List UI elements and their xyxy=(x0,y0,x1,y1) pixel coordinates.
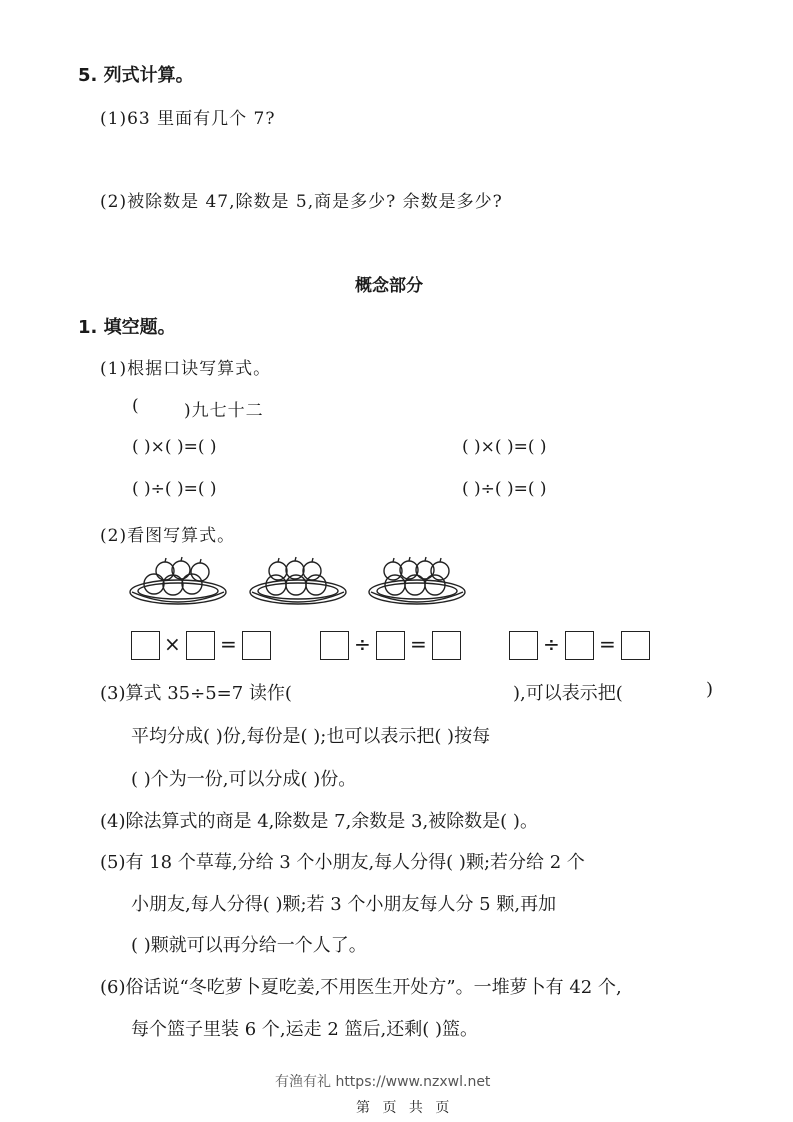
answer-box[interactable] xyxy=(186,631,215,660)
divide-sign: ÷ xyxy=(354,632,371,656)
answer-box[interactable] xyxy=(621,631,650,660)
question-1-1-label: (1)根据口诀写算式。 xyxy=(100,359,272,379)
question-1-3-line3: ( )个为一份,可以分成( )份。 xyxy=(131,769,357,790)
apple-plate-icon xyxy=(128,556,238,608)
rhyme-open-paren: ( xyxy=(132,396,140,416)
div-equation-left: ( )÷( )=( ) xyxy=(132,479,217,499)
answer-box[interactable] xyxy=(131,631,160,660)
section-5-title: 5. 列式计算。 xyxy=(78,65,194,86)
question-1-4: (4)除法算式的商是 4,除数是 7,余数是 3,被除数是( )。 xyxy=(100,811,538,832)
question-1-6-line2: 每个篮子里装 6 个,运走 2 篮后,还剩( )篮。 xyxy=(131,1019,478,1040)
divide-sign: ÷ xyxy=(543,632,560,656)
apple-plate-icon xyxy=(367,556,477,608)
div-equation-right: ( )÷( )=( ) xyxy=(462,479,547,499)
answer-box[interactable] xyxy=(376,631,405,660)
question-5-2: (2)被除数是 47,除数是 5,商是多少? 余数是多少? xyxy=(100,192,503,212)
apple-plate-icon xyxy=(248,556,358,608)
answer-box[interactable] xyxy=(509,631,538,660)
question-1-3-line1c: ) xyxy=(706,679,714,700)
equals-sign: = xyxy=(599,632,616,656)
question-1-3-line1b: ),可以表示把( xyxy=(513,683,623,704)
question-1-5-line1: (5)有 18 个草莓,分给 3 个小朋友,每人分得( )颗;若分给 2 个 xyxy=(100,852,585,873)
watermark-text: 有渔有礼 https://www.nzxwl.net xyxy=(275,1074,491,1090)
answer-box[interactable] xyxy=(565,631,594,660)
question-1-3-line2: 平均分成( )份,每份是( );也可以表示把( )按每 xyxy=(131,726,491,747)
question-1-5-line3: ( )颗就可以再分给一个人了。 xyxy=(131,935,367,956)
question-1-5-line2: 小朋友,每人分得( )颗;若 3 个小朋友每人分 5 颗,再加 xyxy=(131,894,557,915)
equals-sign: = xyxy=(410,632,427,656)
question-1-3-line1a: (3)算式 35÷5=7 读作( xyxy=(100,683,292,704)
section-1-title: 1. 填空题。 xyxy=(78,317,176,338)
rhyme-text: )九七十二 xyxy=(184,401,264,421)
equals-sign: = xyxy=(220,632,237,656)
mul-equation-right: ( )×( )=( ) xyxy=(462,437,547,457)
question-5-1: (1)63 里面有几个 7? xyxy=(100,109,276,129)
mul-equation-left: ( )×( )=( ) xyxy=(132,437,217,457)
question-1-2-label: (2)看图写算式。 xyxy=(100,526,236,546)
concept-section-title: 概念部分 xyxy=(355,276,423,296)
answer-box[interactable] xyxy=(242,631,271,660)
question-1-6-line1: (6)俗话说“冬吃萝卜夏吃姜,不用医生开处方”。一堆萝卜有 42 个, xyxy=(100,977,622,998)
answer-box[interactable] xyxy=(432,631,461,660)
answer-box[interactable] xyxy=(320,631,349,660)
page-number: 第 页 共 页 xyxy=(356,1100,454,1116)
times-sign: × xyxy=(164,632,181,656)
